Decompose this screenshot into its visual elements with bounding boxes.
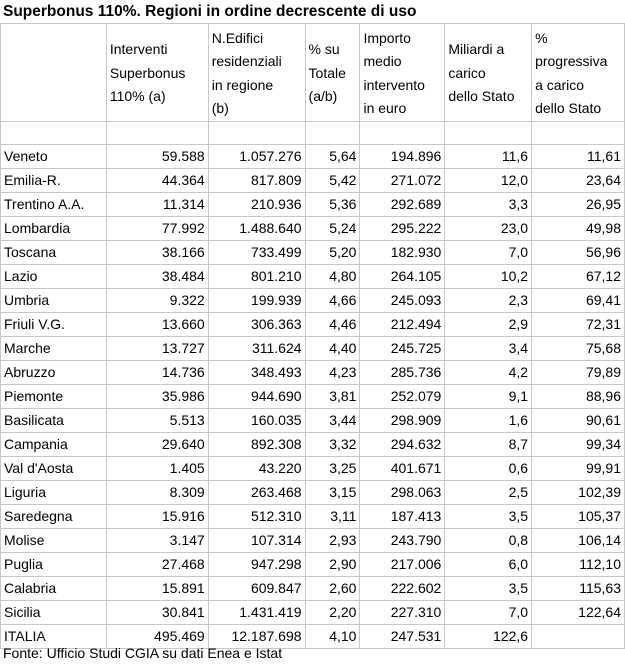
cell-state-billions: 122,6	[445, 625, 532, 649]
cell-buildings: 306.363	[208, 313, 305, 337]
cell-progressive-percent: 56,96	[532, 241, 625, 265]
table-title: Superbonus 110%. Regioni in ordine decrescente di uso	[3, 3, 417, 20]
cell-avg-amount: 298.063	[360, 481, 445, 505]
cell-state-billions: 2,9	[445, 313, 532, 337]
blank-row	[1, 122, 625, 145]
cell-state-billions: 3,5	[445, 505, 532, 529]
cell-buildings: 512.310	[208, 505, 305, 529]
cell-avg-amount: 217.006	[360, 553, 445, 577]
empty-cell	[1, 122, 107, 145]
header-line: intervento	[363, 76, 425, 93]
table-row	[1, 529, 625, 553]
cell-region: Friuli V.G.	[1, 313, 107, 337]
cell-avg-amount: 271.072	[360, 169, 445, 193]
table-row	[1, 577, 625, 601]
cell-percent: 2,20	[305, 601, 360, 625]
empty-cell	[532, 122, 625, 145]
cell-avg-amount: 252.079	[360, 385, 445, 409]
cell-region: Emilia-R.	[1, 169, 107, 193]
header-line: in regione	[211, 76, 274, 93]
cell-state-billions: 0,6	[445, 457, 532, 481]
cell-progressive-percent: 99,34	[532, 433, 625, 457]
cell-buildings: 892.308	[208, 433, 305, 457]
cell-percent: 5,64	[305, 145, 360, 169]
cell-interventions: 8.309	[106, 481, 208, 505]
cell-interventions: 9.322	[106, 289, 208, 313]
header-line: Superbonus	[109, 64, 186, 81]
cell-percent: 4,80	[305, 265, 360, 289]
cell-state-billions: 7,0	[445, 241, 532, 265]
table-row	[1, 481, 625, 505]
cell-percent: 5,42	[305, 169, 360, 193]
empty-cell	[305, 122, 360, 145]
header-buildings	[208, 24, 305, 122]
cell-buildings: 311.624	[208, 337, 305, 361]
cell-interventions: 1.405	[106, 457, 208, 481]
cell-progressive-percent: 99,91	[532, 457, 625, 481]
cell-buildings: 801.210	[208, 265, 305, 289]
empty-cell	[208, 122, 305, 145]
cell-progressive-percent: 75,68	[532, 337, 625, 361]
cell-avg-amount: 401.671	[360, 457, 445, 481]
cell-region: Basilicata	[1, 409, 107, 433]
cell-region: Puglia	[1, 553, 107, 577]
table-row	[1, 409, 625, 433]
cell-progressive-percent: 26,95	[532, 193, 625, 217]
cell-interventions: 5.513	[106, 409, 208, 433]
cell-region: Calabria	[1, 577, 107, 601]
cell-state-billions: 0,8	[445, 529, 532, 553]
header-line: dello Stato	[535, 100, 602, 116]
cell-state-billions: 4,2	[445, 361, 532, 385]
cell-state-billions: 6,0	[445, 553, 532, 577]
cell-buildings: 947.298	[208, 553, 305, 577]
table-row	[1, 265, 625, 289]
header-line: %	[535, 29, 548, 46]
cell-region: Toscana	[1, 241, 107, 265]
cell-avg-amount: 194.896	[360, 145, 445, 169]
header-line: (a/b)	[308, 88, 338, 105]
table-row	[1, 457, 625, 481]
cell-region: Molise	[1, 529, 107, 553]
cell-interventions: 15.891	[106, 577, 208, 601]
table-row	[1, 337, 625, 361]
cell-progressive-percent: 23,64	[532, 169, 625, 193]
cell-interventions: 77.992	[106, 217, 208, 241]
header-line: carico	[448, 64, 486, 81]
cell-state-billions: 3,3	[445, 193, 532, 217]
cell-region: Liguria	[1, 481, 107, 505]
table-row	[1, 385, 625, 409]
cell-state-billions: 1,6	[445, 409, 532, 433]
cell-progressive-percent: 106,14	[532, 529, 625, 553]
cell-progressive-percent: 49,98	[532, 217, 625, 241]
cell-percent: 4,46	[305, 313, 360, 337]
table-row	[1, 169, 625, 193]
cell-progressive-percent: 122,64	[532, 601, 625, 625]
table-row	[1, 601, 625, 625]
cell-percent: 3,11	[305, 505, 360, 529]
cell-avg-amount: 292.689	[360, 193, 445, 217]
empty-cell	[360, 122, 445, 145]
cell-avg-amount: 243.790	[360, 529, 445, 553]
table-row	[1, 217, 625, 241]
cell-state-billions: 10,2	[445, 265, 532, 289]
cell-percent: 4,23	[305, 361, 360, 385]
empty-cell	[445, 122, 532, 145]
cell-interventions: 13.727	[106, 337, 208, 361]
table-row	[1, 553, 625, 577]
cell-region: Trentino A.A.	[1, 193, 107, 217]
cell-buildings: 733.499	[208, 241, 305, 265]
cell-region: Campania	[1, 433, 107, 457]
header-line: (b)	[211, 100, 229, 116]
cell-region: Lazio	[1, 265, 107, 289]
cell-avg-amount: 245.093	[360, 289, 445, 313]
cell-avg-amount: 212.494	[360, 313, 445, 337]
cell-state-billions: 11,6	[445, 145, 532, 169]
header-line: % su	[308, 41, 340, 58]
cell-region: Umbria	[1, 289, 107, 313]
table-row	[1, 505, 625, 529]
cell-state-billions: 2,5	[445, 481, 532, 505]
cell-region: Abruzzo	[1, 361, 107, 385]
cell-buildings: 160.035	[208, 409, 305, 433]
cell-region: Val d'Aosta	[1, 457, 107, 481]
header-line: a carico	[535, 76, 585, 93]
cell-interventions: 495.469	[106, 625, 208, 649]
cell-percent: 2,90	[305, 553, 360, 577]
cell-region: Veneto	[1, 145, 107, 169]
cell-percent: 3,25	[305, 457, 360, 481]
cell-buildings: 12.187.698	[208, 625, 305, 649]
cell-buildings: 199.939	[208, 289, 305, 313]
header-avg-amount	[360, 24, 445, 122]
cell-avg-amount: 187.413	[360, 505, 445, 529]
cell-state-billions: 23,0	[445, 217, 532, 241]
header-line: dello Stato	[448, 88, 515, 105]
cell-interventions: 15.916	[106, 505, 208, 529]
cell-interventions: 38.166	[106, 241, 208, 265]
header-state-billions	[445, 24, 532, 122]
cell-interventions: 35.986	[106, 385, 208, 409]
cell-avg-amount: 222.602	[360, 577, 445, 601]
cell-state-billions: 3,4	[445, 337, 532, 361]
cell-progressive-percent: 67,12	[532, 265, 625, 289]
cell-avg-amount: 264.105	[360, 265, 445, 289]
cell-progressive-percent: 88,96	[532, 385, 625, 409]
cell-percent: 3,32	[305, 433, 360, 457]
table-row	[1, 193, 625, 217]
header-line: in euro	[363, 100, 407, 116]
cell-avg-amount: 294.632	[360, 433, 445, 457]
header-percent	[305, 24, 360, 122]
table-row	[1, 289, 625, 313]
cell-buildings: 210.936	[208, 193, 305, 217]
header-line: Totale	[308, 64, 346, 81]
cell-percent: 5,20	[305, 241, 360, 265]
cell-progressive-percent: 69,41	[532, 289, 625, 313]
cell-buildings: 43.220	[208, 457, 305, 481]
cell-percent: 3,44	[305, 409, 360, 433]
data-table	[0, 23, 625, 649]
cell-avg-amount: 245.725	[360, 337, 445, 361]
cell-progressive-percent: 90,61	[532, 409, 625, 433]
cell-state-billions: 9,1	[445, 385, 532, 409]
cell-buildings: 348.493	[208, 361, 305, 385]
cell-interventions: 3.147	[106, 529, 208, 553]
cell-interventions: 44.364	[106, 169, 208, 193]
cell-buildings: 107.314	[208, 529, 305, 553]
table-row	[1, 313, 625, 337]
source-note: Fonte: Ufficio Studi CGIA su dati Enea e Istat	[3, 645, 283, 661]
header-line: 110% (a)	[109, 88, 166, 105]
table-row	[1, 433, 625, 457]
cell-buildings: 609.847	[208, 577, 305, 601]
cell-state-billions: 3,5	[445, 577, 532, 601]
cell-state-billions: 7,0	[445, 601, 532, 625]
cell-percent: 4,66	[305, 289, 360, 313]
header-progressive-percent	[532, 24, 625, 122]
cell-interventions: 13.660	[106, 313, 208, 337]
cell-buildings: 1.057.276	[208, 145, 305, 169]
cell-region: Marche	[1, 337, 107, 361]
cell-percent: 4,10	[305, 625, 360, 649]
cell-avg-amount: 295.222	[360, 217, 445, 241]
cell-progressive-percent: 112,10	[532, 553, 625, 577]
header-line: medio	[363, 53, 402, 69]
empty-cell	[106, 122, 208, 145]
header-line: progressiva	[535, 53, 608, 69]
table-row	[1, 241, 625, 265]
cell-interventions: 59.588	[106, 145, 208, 169]
header-row	[1, 24, 625, 122]
header-line: residenziali	[211, 53, 282, 69]
cell-region: ITALIA	[1, 625, 107, 649]
cell-progressive-percent: 102,39	[532, 481, 625, 505]
cell-buildings: 944.690	[208, 385, 305, 409]
cell-buildings: 817.809	[208, 169, 305, 193]
cell-buildings: 1.488.640	[208, 217, 305, 241]
table-row	[1, 361, 625, 385]
cell-state-billions: 12,0	[445, 169, 532, 193]
cell-percent: 2,60	[305, 577, 360, 601]
cell-avg-amount: 227.310	[360, 601, 445, 625]
header-line: N.Edifici	[211, 29, 264, 46]
header-line: Interventi	[109, 41, 168, 58]
header-line: Miliardi a	[448, 41, 505, 58]
header-region	[1, 24, 107, 122]
cell-progressive-percent	[532, 625, 625, 649]
cell-progressive-percent: 115,63	[532, 577, 625, 601]
cell-percent: 4,40	[305, 337, 360, 361]
cell-region: Saredegna	[1, 505, 107, 529]
cell-interventions: 29.640	[106, 433, 208, 457]
cell-region: Piemonte	[1, 385, 107, 409]
cell-progressive-percent: 79,89	[532, 361, 625, 385]
cell-percent: 5,36	[305, 193, 360, 217]
cell-percent: 3,81	[305, 385, 360, 409]
cell-avg-amount: 285.736	[360, 361, 445, 385]
cell-region: Lombardia	[1, 217, 107, 241]
cell-progressive-percent: 11,61	[532, 145, 625, 169]
table-row	[1, 145, 625, 169]
cell-state-billions: 2,3	[445, 289, 532, 313]
cell-interventions: 27.468	[106, 553, 208, 577]
cell-progressive-percent: 105,37	[532, 505, 625, 529]
cell-buildings: 1.431.419	[208, 601, 305, 625]
cell-state-billions: 8,7	[445, 433, 532, 457]
cell-interventions: 30.841	[106, 601, 208, 625]
cell-percent: 3,15	[305, 481, 360, 505]
cell-avg-amount: 247.531	[360, 625, 445, 649]
cell-interventions: 11.314	[106, 193, 208, 217]
cell-interventions: 38.484	[106, 265, 208, 289]
cell-progressive-percent: 72,31	[532, 313, 625, 337]
header-interventions	[106, 24, 208, 122]
cell-avg-amount: 298.909	[360, 409, 445, 433]
cell-percent: 5,24	[305, 217, 360, 241]
cell-region: Sicilia	[1, 601, 107, 625]
cell-percent: 2,93	[305, 529, 360, 553]
cell-avg-amount: 182.930	[360, 241, 445, 265]
cell-interventions: 14.736	[106, 361, 208, 385]
header-line: Importo	[363, 29, 411, 46]
cell-buildings: 263.468	[208, 481, 305, 505]
